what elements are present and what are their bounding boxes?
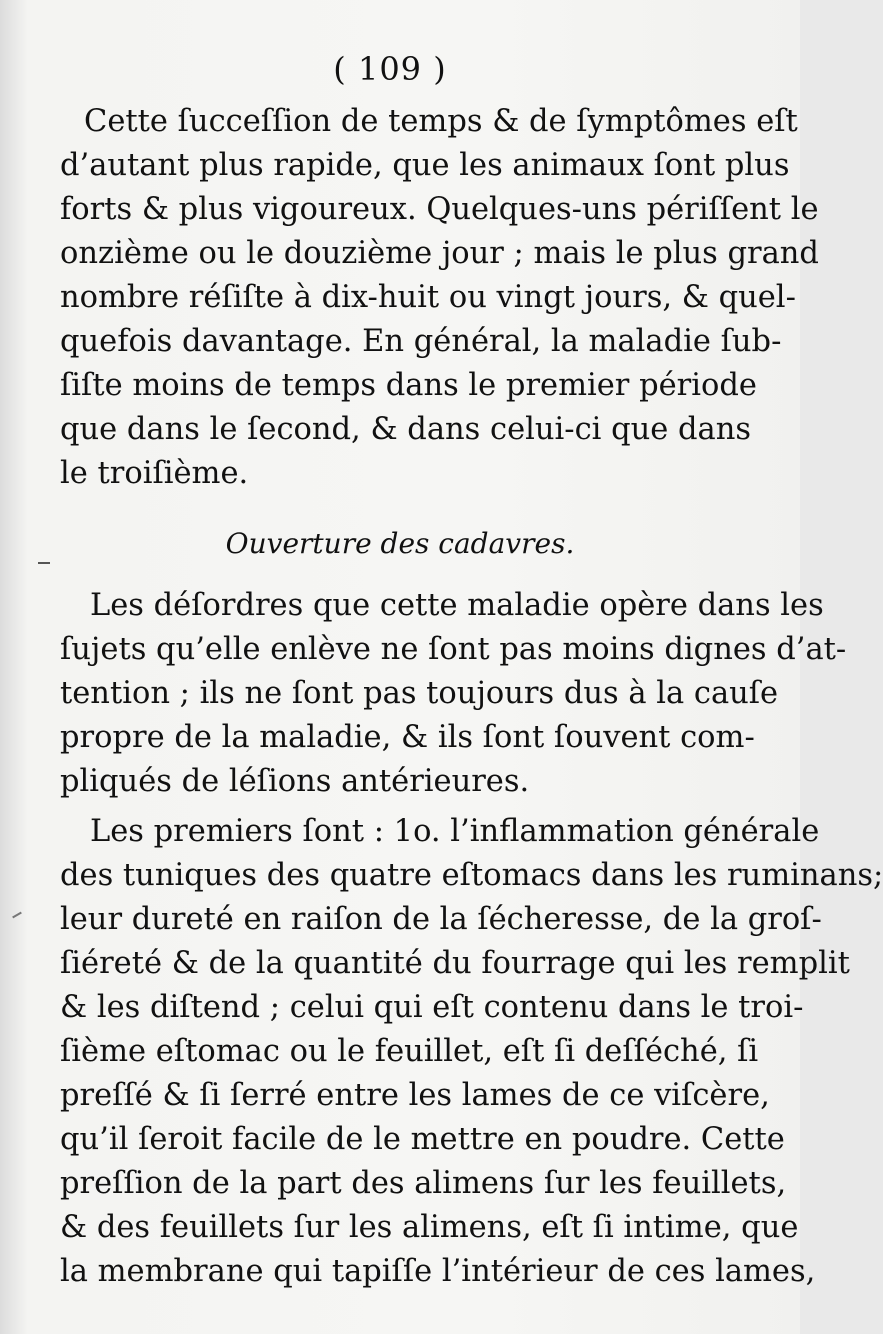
paragraph-2 xyxy=(60,584,847,804)
text-line: ſième eſtomac ou le feuillet, eſt ſi deſſéché, ſi xyxy=(60,1034,759,1069)
paragraph-1 xyxy=(60,100,819,496)
text-line: qu’il ſeroit facile de le mettre en poudre. Cette xyxy=(60,1122,785,1157)
text-line: Cette ſucceſſion de temps & de ſymptômes eſt xyxy=(84,104,798,139)
text-line: Les premiers ſont : 1o. l’inflammation générale xyxy=(90,814,820,849)
margin-mark xyxy=(38,562,50,564)
paragraph-3 xyxy=(60,810,883,1294)
text-line: Les déſordres que cette maladie opère dans les xyxy=(90,588,824,623)
text-line: d’autant plus rapide, que les animaux ſont plus xyxy=(60,148,790,183)
text-line: & des feuillets ſur les alimens, eſt ſi intime, que xyxy=(60,1210,799,1245)
text-line: propre de la maladie, & ils ſont ſouvent com- xyxy=(60,720,755,755)
text-line: tention ; ils ne ſont pas toujours dus à la cauſe xyxy=(60,676,779,711)
text-line: ſujets qu’elle enlève ne ſont pas moins dignes d’at- xyxy=(60,632,847,667)
text-line: forts & plus vigoureux. Quelques-uns périſſent le xyxy=(60,192,819,227)
margin-mark xyxy=(12,912,22,919)
text-line: le troiſième. xyxy=(60,456,249,491)
text-line: nombre réſiſte à dix-huit ou vingt jours, & quel- xyxy=(60,280,796,315)
text-line: pliqués de léſions antérieures. xyxy=(60,764,530,799)
text-line: preſſé & ſi ſerré entre les lames de ce viſcère, xyxy=(60,1078,770,1113)
page-number: ( 109 ) xyxy=(333,50,447,88)
text-line: quefois davantage. En général, la maladie ſub- xyxy=(60,324,782,359)
text-line: que dans le ſecond, & dans celui-ci que dans xyxy=(60,412,752,447)
text-line: ſiſte moins de temps dans le premier période xyxy=(60,368,757,403)
text-line: onzième ou le douzième jour ; mais le plus grand xyxy=(60,236,819,271)
text-line: leur dureté en raiſon de la ſécheresse, de la groſ- xyxy=(60,902,822,937)
section-heading: Ouverture des cadavres. xyxy=(225,527,575,560)
text-line: des tuniques des quatre eſtomacs dans les ruminans; xyxy=(60,858,883,893)
text-line: ſiéreté & de la quantité du fourrage qui les remplit xyxy=(60,946,850,981)
text-line: preſſion de la part des alimens ſur les feuillets, xyxy=(60,1166,787,1201)
text-line: la membrane qui tapiſſe l’intérieur de ces lames, xyxy=(60,1254,816,1289)
text-line: & les diſtend ; celui qui eſt contenu dans le troi- xyxy=(60,990,804,1025)
